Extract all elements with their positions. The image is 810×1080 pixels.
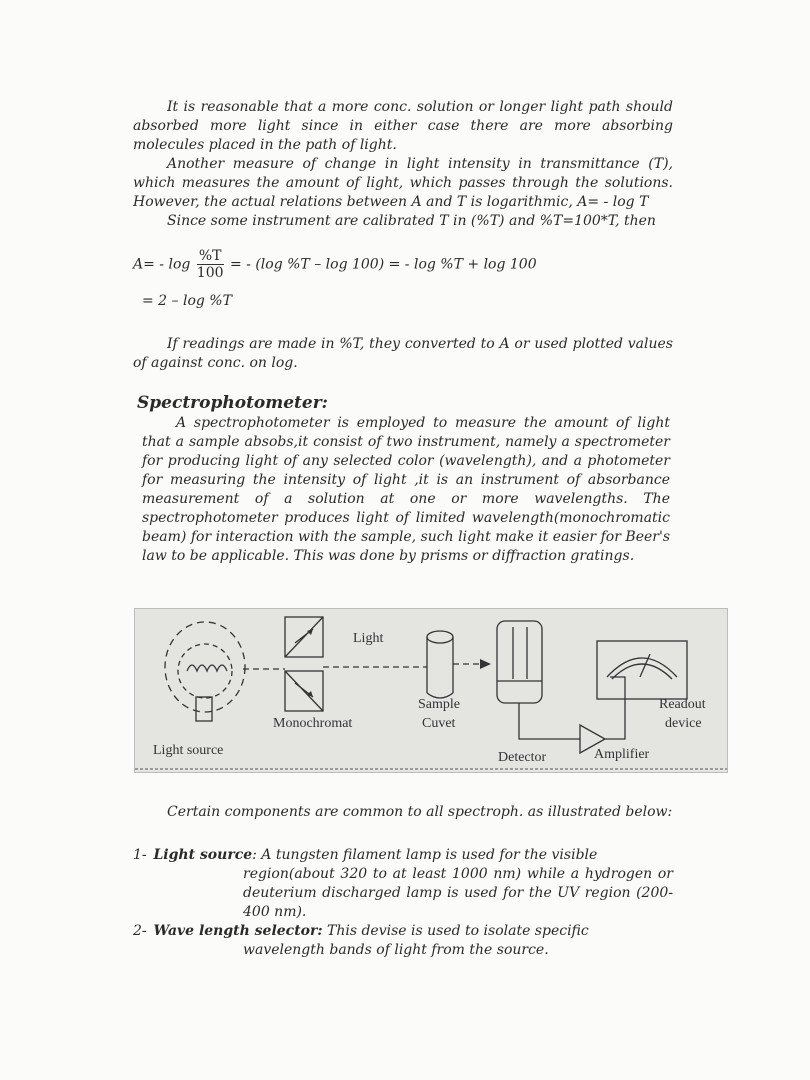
item-continuation: region(about 320 to at least 1000 nm) while a hydrogen or deuterium discharged lamp is used for the UV region (200-400 nm). [243, 866, 673, 920]
light-arrow [480, 659, 491, 669]
components-intro: Certain components are common to all spectroph. as illustrated below: [167, 804, 673, 820]
paragraph-4: If readings are made in %T, they converted to A or used plotted values of against conc. on log. [133, 336, 673, 371]
item-title: Light source [153, 847, 253, 863]
section-body: A spectrophotometer is employed to measure the amount of light that a sample absobs,it consist of two instrument, namely a spectrometer for producing light of any selected color (wavelength), and a photometer for measuring the intensity of light ,it is an instrument of absorbance measurement of a solution at one or more wavelengths. The spectrophotometer produces light of limited wavelength(monochromatic beam) for interaction with the sample, such light make it easier for Beer's law to be applicable. This was done by prisms or diffraction gratings. [142, 415, 670, 564]
paragraph-3: Since some instrument are calibrated T in (%T) and %T=100*T, then [167, 213, 656, 229]
wire-amp-readout [605, 677, 625, 739]
item-text: A tungsten filament lamp is used for the visible [256, 847, 598, 863]
list-item [133, 846, 673, 922]
wire-detector-amp [519, 703, 580, 739]
lamp-base [196, 697, 212, 721]
item-body [149, 846, 673, 922]
item-title: Wave length selector: [153, 923, 323, 939]
mono-arrowhead-2 [307, 691, 313, 697]
fraction-numerator: %T [197, 248, 224, 265]
label-monochromat: Monochromat [273, 716, 353, 731]
item-number: 1- [133, 847, 147, 863]
lamp-bulb [178, 644, 232, 698]
formula-line-2: = 2 – log %T [142, 293, 232, 309]
label-light: Light [353, 631, 384, 646]
item-continuation: wavelength bands of light from the source. [243, 942, 549, 958]
label-sample: Sample [418, 697, 460, 712]
item-sep: : [252, 847, 257, 863]
formula-rhs: = - (log %T – log 100) = - log %T + log 100 [229, 256, 537, 273]
label-amplifier: Amplifier [594, 747, 650, 762]
detector-tube [497, 621, 542, 703]
cuvette-top [427, 631, 453, 643]
section-heading: Spectrophotometer: [137, 393, 328, 413]
formula-lhs: A= - log [133, 256, 191, 273]
filament-coil [187, 665, 227, 671]
paragraph-1: It is reasonable that a more conc. solution or longer light path should absorbed more light since in either case there are more absorbing molecules placed in the path of light. [133, 99, 673, 153]
item-text: This devise is used to isolate specific [322, 923, 589, 939]
label-readout: Readout [659, 697, 706, 712]
absorbance-formula [133, 248, 537, 281]
item-body [149, 922, 673, 960]
label-device: device [665, 716, 702, 731]
label-light-source: Light source [153, 743, 224, 758]
fraction-denominator: 100 [196, 265, 224, 281]
spectrophotometer-diagram [134, 608, 728, 773]
components-list [133, 846, 673, 960]
formula-fraction [197, 248, 224, 281]
mono-diag-2 [285, 671, 323, 711]
mono-diag-1 [285, 617, 323, 657]
list-item [133, 922, 673, 960]
label-cuvet: Cuvet [422, 716, 456, 731]
readout-box [597, 641, 687, 699]
paragraph-2: Another measure of change in light intensity in transmittance (T), which measures the amount of light, which passes through the solutions. However, the actual relations between A and T is logarithmic, A= - log T [133, 156, 673, 210]
intro-paragraphs [133, 98, 673, 231]
item-number: 2- [133, 923, 147, 939]
label-detector: Detector [498, 750, 547, 765]
